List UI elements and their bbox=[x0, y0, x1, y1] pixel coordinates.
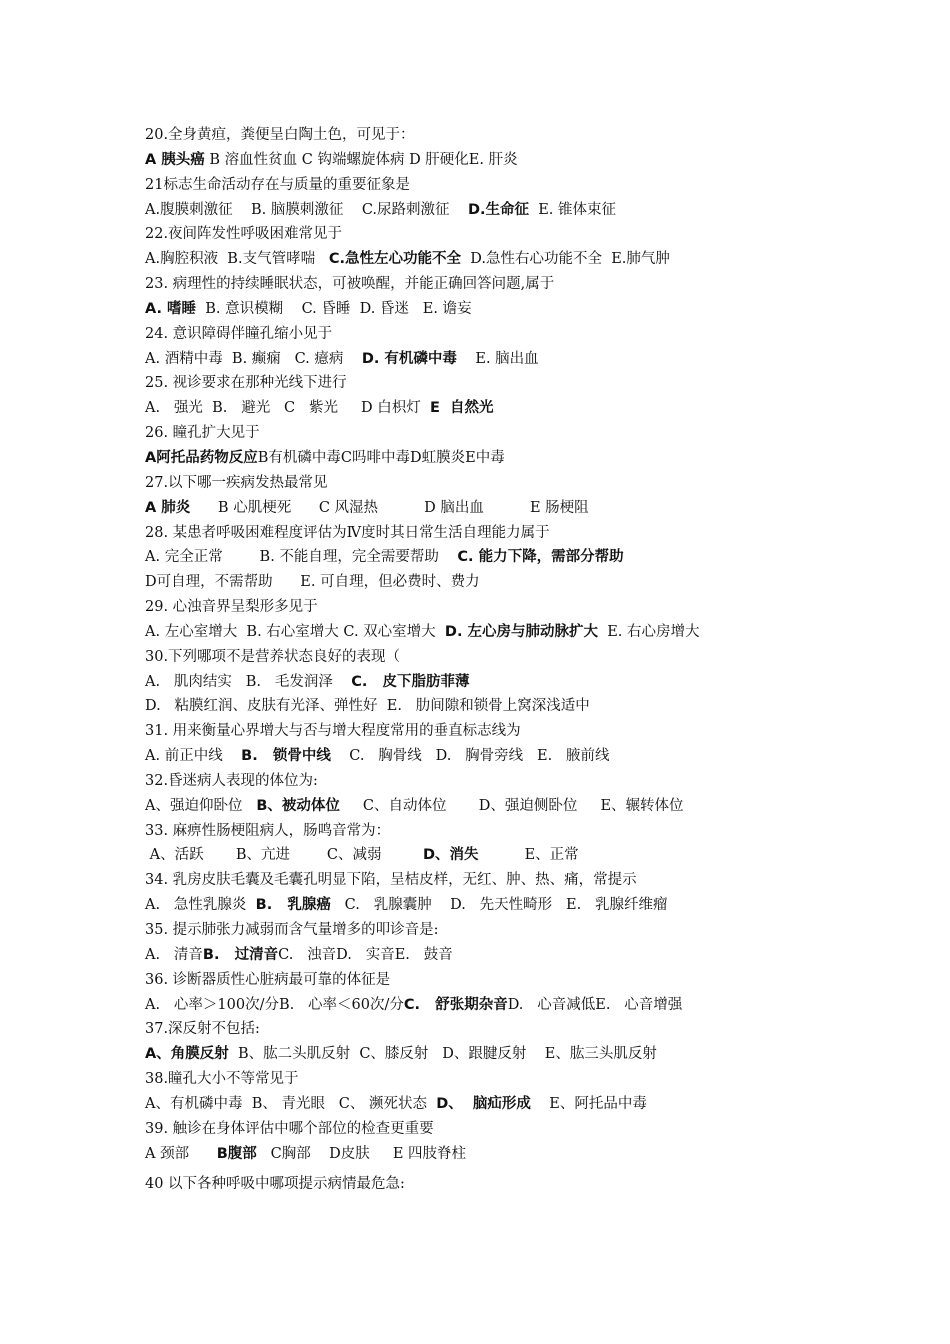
text-segment: B 心肌梗死 C 风湿热 D 脑出血 E 肠梗阻 bbox=[190, 499, 589, 516]
answer-text: B腹部 bbox=[216, 1145, 257, 1162]
question-line bbox=[145, 471, 835, 496]
options-line bbox=[145, 943, 835, 968]
text-segment: A. 完全正常 B. 不能自理，完全需要帮助 bbox=[145, 549, 458, 566]
options-line bbox=[145, 1142, 835, 1167]
answer-text: C. 舒张期杂音 bbox=[403, 996, 508, 1013]
text-segment: 21标志生命活动存在与质量的重要征象是 bbox=[145, 176, 410, 193]
text-segment: A、强迫仰卧位 bbox=[145, 797, 257, 814]
text-segment: E. 右心房增大 bbox=[598, 623, 700, 640]
answer-text: A. 嗜睡 bbox=[145, 300, 197, 317]
text-segment: D. 心音减低E. 心音增强 bbox=[507, 996, 683, 1013]
question-line bbox=[145, 719, 835, 744]
text-segment: 36. 诊断器质性心脏病最可靠的体征是 bbox=[145, 971, 391, 988]
text-segment: E、正常 bbox=[478, 847, 579, 864]
answer-text: D. 左心房与肺动脉扩大 bbox=[444, 623, 598, 640]
answer-text: D、 脑疝形成 bbox=[436, 1095, 531, 1112]
text-segment: 39. 触诊在身体评估中哪个部位的检查更重要 bbox=[145, 1120, 434, 1137]
text-segment: 28. 某患者呼吸困难程度评估为Ⅳ度时其日常生活自理能力属于 bbox=[145, 524, 550, 541]
question-line bbox=[145, 521, 835, 546]
text-segment: 32.昏迷病人表现的体位为: bbox=[145, 772, 318, 789]
answer-text: C.急性左心功能不全 bbox=[328, 251, 462, 268]
text-segment: 34. 乳房皮肤毛囊及毛囊孔明显下陷，呈桔皮样，无红、肿、热、痛，常提示 bbox=[145, 872, 637, 889]
text-segment: A. 左心室增大 B. 右心室增大 C. 双心室增大 bbox=[145, 623, 445, 640]
answer-text: D、消失 bbox=[422, 847, 479, 864]
question-line bbox=[145, 1017, 835, 1042]
answer-text: B. 锁骨中线 bbox=[241, 748, 331, 765]
text-segment: D.急性右心功能不全 E.肺气肿 bbox=[461, 251, 670, 268]
question-line bbox=[145, 222, 835, 247]
question-line bbox=[145, 595, 835, 620]
text-segment: E、阿托品中毒 bbox=[530, 1095, 647, 1112]
text-segment: C. 乳腺囊肿 D. 先天性畸形 E. 乳腺纤维瘤 bbox=[330, 897, 668, 914]
text-segment: 26. 瞳孔扩大见于 bbox=[145, 425, 260, 442]
options-line bbox=[145, 694, 835, 719]
text-segment: C、自动体位 D、强迫侧卧位 E、辗转体位 bbox=[339, 797, 684, 814]
question-line bbox=[145, 421, 835, 446]
answer-text: B. 过清音 bbox=[202, 946, 279, 963]
options-line bbox=[145, 247, 835, 272]
options-line bbox=[145, 843, 835, 868]
text-segment: A.胸腔积液 B.支气管哮喘 bbox=[145, 251, 329, 268]
options-line bbox=[145, 198, 835, 223]
options-line bbox=[145, 794, 835, 819]
text-segment: 35. 提示肺张力减弱而含气量增多的叩诊音是: bbox=[145, 922, 439, 938]
text-segment: A. 急性乳腺炎 bbox=[145, 897, 256, 914]
options-line bbox=[145, 670, 835, 695]
text-segment: A. 清音 bbox=[145, 946, 203, 963]
answer-text: B、被动体位 bbox=[256, 797, 340, 814]
text-segment: A. 心率＞100次/分B. 心率＜60次/分 bbox=[145, 996, 404, 1013]
answer-text: A 肺炎 bbox=[145, 499, 191, 516]
options-line bbox=[145, 993, 835, 1018]
text-segment: E. 脑出血 bbox=[456, 350, 539, 367]
options-line bbox=[145, 620, 835, 645]
text-segment: A、活跃 B、亢进 C、减弱 bbox=[145, 847, 423, 864]
question-line bbox=[145, 123, 835, 148]
answer-text: B. 乳腺癌 bbox=[255, 897, 331, 914]
text-segment: A、有机磷中毒 B、 青光眼 C、 濒死状态 bbox=[145, 1095, 437, 1112]
question-line bbox=[145, 868, 835, 893]
options-line bbox=[145, 1042, 835, 1067]
options-line bbox=[145, 570, 835, 595]
text-segment: E. 锥体束征 bbox=[529, 201, 617, 218]
text-segment: C胸部 D皮肤 E 四肢脊柱 bbox=[256, 1145, 467, 1162]
options-line bbox=[145, 893, 835, 918]
text-segment: 20.全身黄疸，粪便呈白陶土色，可见于： bbox=[145, 127, 415, 143]
options-line bbox=[145, 148, 835, 173]
question-line bbox=[145, 918, 835, 943]
text-segment: B、肱二头肌反射 C、膝反射 D、跟腱反射 E、肱三头肌反射 bbox=[228, 1046, 657, 1063]
text-segment: D. 粘膜红润、皮肤有光泽、弹性好 E. 肋间隙和锁骨上窝深浅适中 bbox=[145, 698, 590, 715]
question-line bbox=[145, 968, 835, 993]
options-line bbox=[145, 347, 835, 372]
options-line bbox=[145, 744, 835, 769]
options-line bbox=[145, 396, 835, 421]
text-segment: C. 胸骨线 D. 胸骨旁线 E. 腋前线 bbox=[330, 748, 610, 765]
text-segment: A. 肌肉结实 B. 毛发润泽 bbox=[145, 673, 352, 690]
text-segment: 24. 意识障碍伴瞳孔缩小见于 bbox=[145, 325, 333, 342]
text-segment: 40 以下各种呼吸中哪项提示病情最危急: bbox=[145, 1176, 405, 1193]
text-segment: 23. 病理性的持续睡眠状态，可被唤醒，并能正确回答问题,属于 bbox=[145, 276, 555, 293]
text-segment: 38.瞳孔大小不等常见于 bbox=[145, 1071, 299, 1088]
options-line bbox=[145, 1092, 835, 1117]
answer-text: A 胰头癌 bbox=[145, 151, 205, 168]
answer-text: A阿托品药物反应 bbox=[145, 449, 258, 466]
text-segment: A. 强光 B. 避光 C 紫光 D 白枳灯 bbox=[145, 400, 430, 417]
question-line bbox=[145, 1067, 835, 1092]
text-segment: 22.夜间阵发性呼吸困难常见于 bbox=[145, 226, 343, 243]
text-segment: 27.以下哪一疾病发热最常见 bbox=[145, 474, 328, 491]
text-segment: D可自理，不需帮助 E. 可自理，但必费时、费力 bbox=[145, 574, 480, 591]
question-line bbox=[145, 1172, 835, 1197]
text-segment: 30.下列哪项不是营养状态良好的表现（ bbox=[145, 648, 401, 665]
answer-text: C. 能力下降，需部分帮助 bbox=[457, 549, 624, 566]
options-line bbox=[145, 446, 835, 471]
text-segment: A 颈部 bbox=[145, 1145, 217, 1162]
document-body bbox=[145, 123, 835, 1197]
text-segment: B有机磷中毒C吗啡中毒D虹膜炎E中毒 bbox=[257, 449, 505, 466]
text-segment: A. 酒精中毒 B. 癫痫 C. 癔病 bbox=[145, 350, 362, 367]
answer-text: A、角膜反射 bbox=[145, 1046, 229, 1063]
question-line bbox=[145, 1117, 835, 1142]
text-segment: B 溶血性贫血 C 钩端螺旋体病 D 肝硬化E. 肝炎 bbox=[204, 151, 518, 168]
text-segment: 31. 用来衡量心界增大与否与增大程度常用的垂直标志线为 bbox=[145, 723, 521, 740]
options-line bbox=[145, 545, 835, 570]
text-segment: C. 浊音D. 实音E. 鼓音 bbox=[278, 946, 453, 963]
options-line bbox=[145, 297, 835, 322]
text-segment: 33. 麻痹性肠梗阻病人，肠鸣音常为： bbox=[145, 822, 391, 839]
answer-text: D. 有机磷中毒 bbox=[361, 350, 457, 367]
text-segment: 29. 心浊音界呈梨形多见于 bbox=[145, 599, 318, 616]
answer-text: D.生命征 bbox=[467, 201, 529, 218]
question-line bbox=[145, 645, 835, 670]
text-segment: B. 意识模糊 C. 昏睡 D. 昏迷 E. 谵妄 bbox=[196, 300, 472, 317]
question-line bbox=[145, 819, 835, 844]
text-segment: A. 前正中线 bbox=[145, 748, 242, 765]
question-line bbox=[145, 173, 835, 198]
question-line bbox=[145, 272, 835, 297]
question-line bbox=[145, 322, 835, 347]
options-line bbox=[145, 496, 835, 521]
text-segment: 25. 视诊要求在那种光线下进行 bbox=[145, 375, 347, 392]
question-line bbox=[145, 769, 835, 794]
text-segment: A.腹膜刺激征 B. 脑膜刺激征 C.尿路刺激征 bbox=[145, 201, 468, 218]
text-segment: 37.深反射不包括: bbox=[145, 1021, 260, 1038]
question-line bbox=[145, 371, 835, 396]
answer-text: C. 皮下脂肪菲薄 bbox=[351, 673, 470, 690]
answer-text: E 自然光 bbox=[429, 400, 494, 417]
